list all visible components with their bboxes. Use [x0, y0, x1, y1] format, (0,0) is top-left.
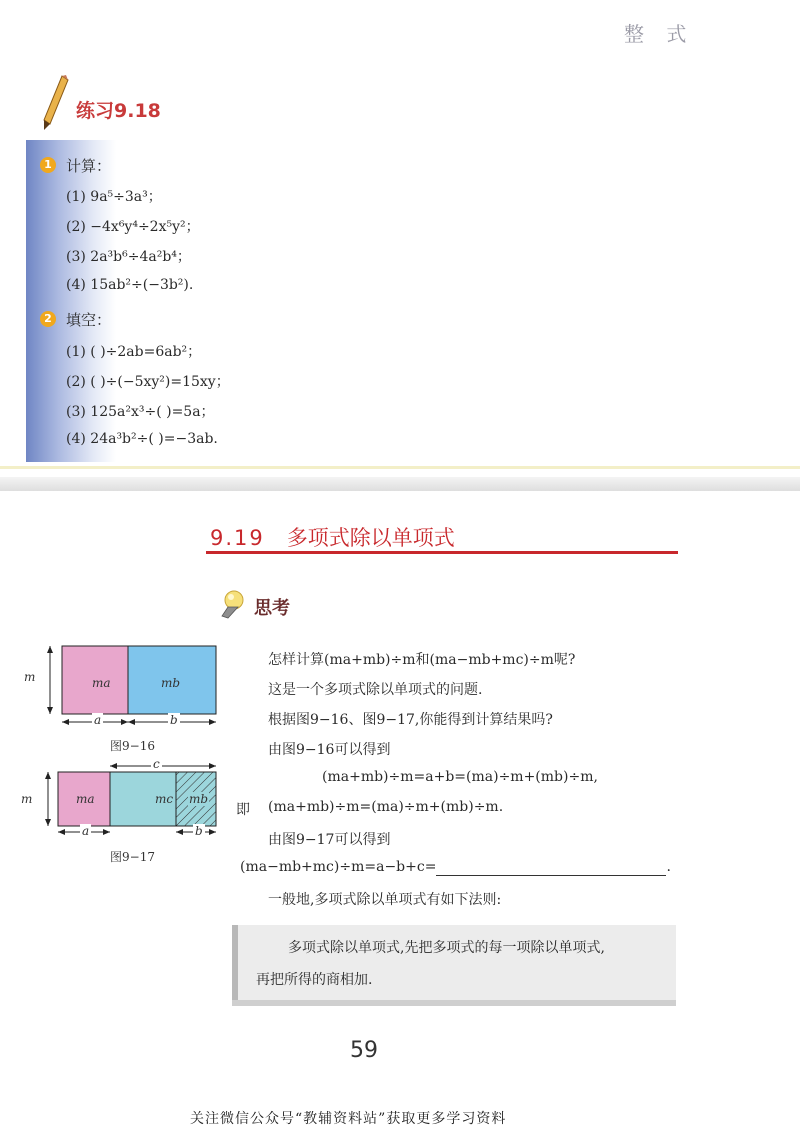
fig17-mb-label: mb — [189, 792, 209, 806]
formula-text: (ma−mb+mc)÷m=a−b+c= — [240, 859, 437, 875]
fig16-caption: 图9−16 — [110, 739, 155, 753]
fig16-a-label: a — [94, 713, 102, 727]
think-label: 思考 — [254, 598, 290, 619]
chapter-title: 整 式 — [624, 22, 695, 46]
page-divider-shadow — [0, 477, 800, 491]
question-prompt: 计算： — [66, 157, 112, 175]
fig16-m-label: m — [24, 670, 36, 684]
body-line: 怎样计算(ma+mb)÷m和(ma−mb+mc)÷m呢? — [268, 652, 576, 668]
answer-blank — [436, 859, 666, 876]
formula-line: (ma+mb)÷m=a+b=(ma)÷m+(mb)÷m, — [322, 769, 598, 785]
exercise-item: (4) 15ab²÷(−3b²). — [66, 277, 194, 293]
formula-period: . — [666, 859, 671, 875]
fig16-ma-label: ma — [92, 676, 111, 690]
footer-watermark: 关注微信公众号“教辅资料站”获取更多学习资料 — [190, 1111, 507, 1127]
rule-line: 多项式除以单项式,先把多项式的每一项除以单项式, — [288, 940, 605, 956]
exercise-item: (2) −4x⁶y⁴÷2x⁵y²； — [66, 219, 200, 235]
body-line: 由图9−17可以得到 — [268, 832, 391, 848]
question-prompt: 填空： — [66, 311, 112, 329]
page-divider — [0, 466, 800, 469]
fig17-mc-label: mc — [155, 792, 174, 806]
pencil-icon — [40, 74, 70, 136]
lightbulb-icon — [216, 588, 250, 626]
body-line-prefix: 即 — [236, 802, 250, 818]
fig16-b-label: b — [170, 713, 178, 727]
fig17-c-label: c — [153, 757, 160, 771]
fig17-a-label: a — [82, 824, 90, 838]
exercise-item: (1) 9a⁵÷3a³； — [66, 189, 162, 205]
page-number: 59 — [350, 1038, 378, 1063]
section-title-rule — [206, 551, 678, 554]
exercise-item: (3) 2a³b⁶÷4a²b⁴； — [66, 249, 191, 265]
fig17-ma-label: ma — [76, 792, 95, 806]
section-title — [210, 522, 455, 552]
rule-line: 再把所得的商相加. — [256, 972, 373, 988]
section-title-text: 多项式除以单项式 — [286, 526, 455, 550]
fig17-m-label: m — [21, 792, 33, 806]
figure-9-16 — [40, 644, 220, 732]
fig16-mb-label: mb — [161, 676, 181, 690]
formula-line: (ma+mb)÷m=(ma)÷m+(mb)÷m. — [268, 799, 504, 815]
section-number: 9.19 — [210, 526, 265, 550]
exercise-item: (1) ( )÷2ab=6ab²； — [66, 344, 202, 360]
exercise-item: (4) 24a³b²÷( )=−3ab. — [66, 431, 218, 447]
fig17-caption: 图9−17 — [110, 850, 155, 864]
rule-box-shadow — [232, 1000, 676, 1006]
formula-line-with-blank — [240, 859, 671, 876]
exercise-title: 练习9.18 — [76, 100, 161, 122]
question-number-badge: 2 — [40, 311, 56, 327]
exercise-item: (2) ( )÷(−5xy²)=15xy； — [66, 374, 230, 390]
question-number-badge: 1 — [40, 157, 56, 173]
body-line: 一般地,多项式除以单项式有如下法则: — [268, 892, 502, 908]
exercise-item: (3) 125a²x³÷( )=5a； — [66, 404, 215, 420]
fig17-b-label: b — [195, 824, 203, 838]
body-line: 由图9−16可以得到 — [268, 742, 391, 758]
body-line: 这是一个多项式除以单项式的问题. — [268, 682, 483, 698]
body-line: 根据图9−16、图9−17,你能得到计算结果吗? — [268, 712, 553, 728]
